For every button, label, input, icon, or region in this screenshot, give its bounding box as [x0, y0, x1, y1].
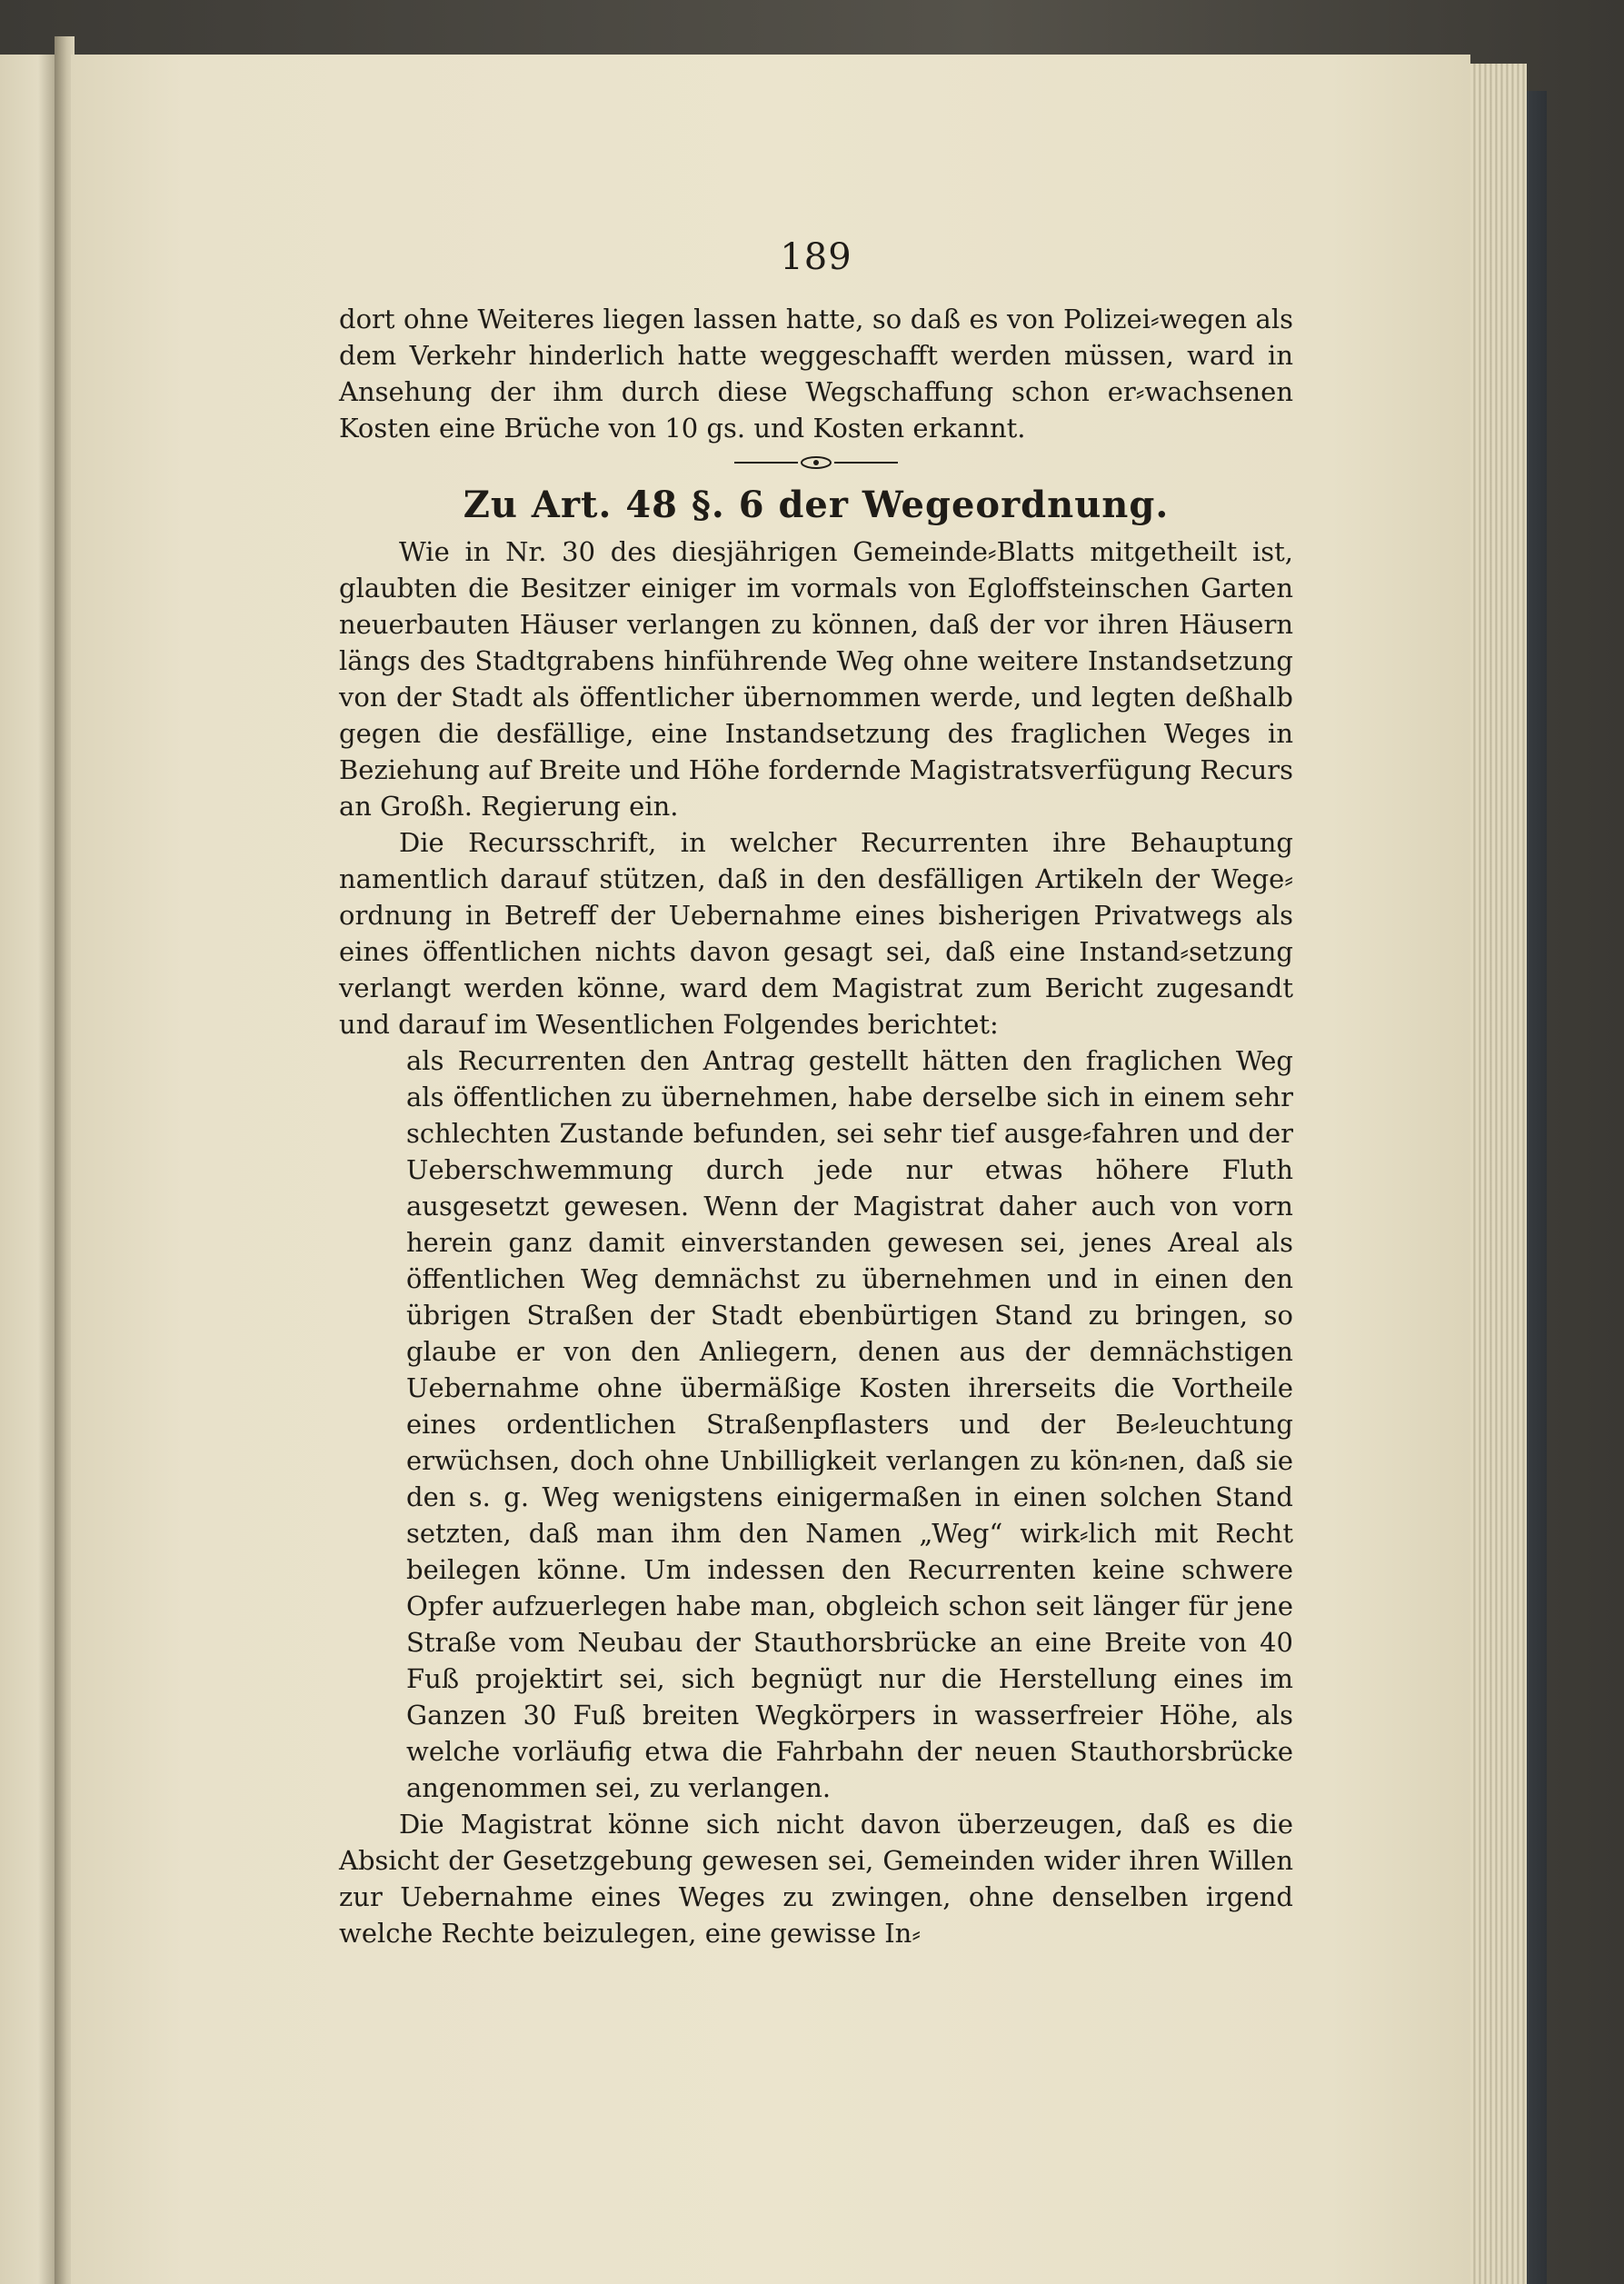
ornamental-rule — [734, 454, 898, 472]
paragraph-recurs: Wie in Nr. 30 des diesjährigen Gemeinde⸗Blatts mitgetheilt ist, glaubten die Besitzer einiger im vormals von Egloffsteinschen Garten neuerbauten Häuser verlangen zu können, daß der vor ihren Häusern längs des Stadtgrabens hinführende Weg ohne weitere Instandsetzung von der Stadt als öffentlicher übernommen werde, und legten deßhalb gegen die desfällige, eine Instandsetzung des fraglichen Weges in Beziehung auf Breite und Höhe fordernde Magistratsverfügung Recurs an Großh. Regierung ein. — [339, 536, 1294, 822]
section-heading: Zu Art. 48 §. 6 der Wegeordnung. — [463, 484, 1170, 526]
magistrat-report-quote: als Recurrenten den Antrag gestellt hätten den fraglichen Weg als öffentlichen zu übernehmen, habe derselbe sich in einem sehr schlechten Zustande befunden, sei sehr tief ausge⸗fahren und der Ueberschwemmung durch jede nur etwas höhere Fluth ausgesetzt gewesen. Wenn der Magistrat daher auch von vorn herein ganz damit einverstanden gewesen sei, jenes Areal als öffentlichen Weg demnächst zu übernehmen und in einen den übrigen Straßen der Stadt ebenbürtigen Stand zu bringen, so glaube er von den Anliegern, denen aus der demnächstigen Uebernahme ohne übermäßige Kosten ihrerseits die Vortheile eines ordentlichen Straßenpflasters und der Be⸗leuchtung erwüchsen, doch ohne Unbilligkeit verlangen zu kön⸗nen, daß sie den s. g. Weg wenigstens einigermaßen in einen solchen Stand setzten, daß man ihm den Namen „Weg“ wirk⸗lich mit Recht beilegen könne. Um indessen den Recurrenten keine schwere Opfer aufzuerlegen habe man, obgleich schon seit länger für jene Straße vom Neubau der Stauthorsbrücke an eine Breite von 40 Fuß projektirt sei, sich begnügt nur die Herstellung eines im Ganzen 30 Fuß breiten Wegkörpers in wasserfreier Höhe, als welche vorläufig etwa die Fahrbahn der neuen Stauthorsbrücke angenommen sei, zu verlangen. — [406, 1045, 1293, 1803]
facing-page-edge — [0, 55, 55, 2284]
paragraph-recursschrift: Die Recursschrift, in welcher Recurrenten ihre Behauptung namentlich darauf stützen, daß in den desfälligen Artikeln der Wege⸗ordnung in Betreff der Uebernahme eines bisherigen Privatwegs als eines öffentlichen nichts davon gesagt sei, daß eine Instand⸗setzung verlangt werden könne, ward dem Magistrat zum Bericht zugesandt und darauf im Wesentlichen Folgendes berichtet: — [339, 827, 1293, 1040]
closing-paragraph: Die Magistrat könne sich nicht davon überzeugen, daß es die Absicht der Gesetzgebung gewesen sei, Gemeinden wider ihren Willen zur Uebernahme eines Weges zu zwingen, ohne denselben irgend welche Rechte beizulegen, eine gewisse In⸗ — [339, 1809, 1293, 1949]
page-content — [339, 232, 1293, 1951]
book-page — [71, 55, 1470, 2284]
page-number: 189 — [780, 236, 852, 278]
opening-paragraph: dort ohne Weiteres liegen lassen hatte, so daß es von Polizei⸗wegen als dem Verkehr hinderlich hatte weggeschafft werden müssen, ward in Ansehung der ihm durch diese Wegschaffung schon er⸗wachsenen Kosten eine Brüche von 10 gs. und Kosten erkannt. — [339, 304, 1293, 444]
